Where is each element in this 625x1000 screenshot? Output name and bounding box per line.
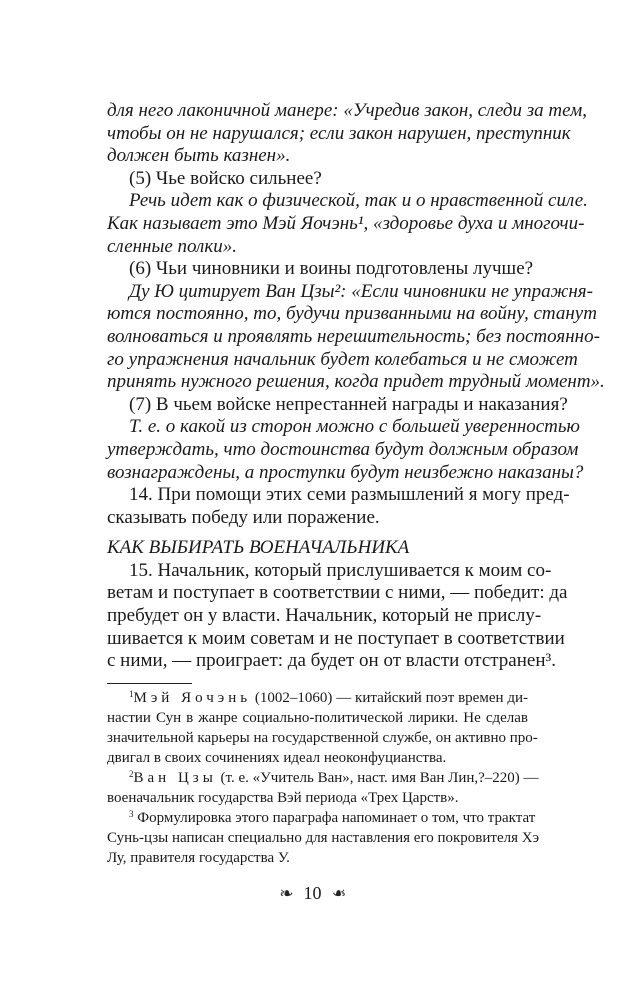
footnote-divider <box>107 683 192 684</box>
footnote-line: Сунь-цзы написан специально для наставления его покровителя Хэ <box>107 830 540 846</box>
text-line: Речь идет как о физической, так и о нравственной силе. <box>129 190 588 212</box>
footnote-line: Лу, правителя государства У. <box>107 850 290 866</box>
text-line: 15. Начальник, который прислушивается к моим со- <box>129 559 552 581</box>
ornament-left-icon: ❧ <box>279 884 294 904</box>
text-line: с ними, — проиграет: да будет он от власти отстранен³. <box>107 650 556 672</box>
text-line: (5) Чье войско сильнее? <box>129 167 322 189</box>
footnotes <box>107 688 540 868</box>
footnote-1: $^1$Мэй Яочэнь (1002–1060) — китайский поэт времен ди- <box>129 689 528 706</box>
text-line: Т. е. о какой из сторон можно с большей уверенностью <box>129 416 580 438</box>
footnote-line: двигал в своих сочинениях идеал неоконфуцианства. <box>107 750 447 766</box>
ornament-right-icon: ❧ <box>331 884 346 904</box>
text-line: вознаграждены, а проступки будут неизбежно наказаны? <box>107 461 584 483</box>
footnote-3: $^3$ Формулировка этого параграфа напоминает о том, что трактат <box>129 809 536 826</box>
text-line: принять нужного решения, когда придет трудный момент». <box>107 371 605 393</box>
text-line: Как называет это Мэй Яочэнь¹, «здоровье духа и многочи- <box>107 212 585 234</box>
footnote-name: Мэй Яочэнь <box>133 690 252 706</box>
text-line: должен быть казнен». <box>107 145 291 167</box>
text-line: (6) Чьи чиновники и воины подготовлены лучше? <box>129 258 534 280</box>
text-line: (7) В чьем войске непрестанней награды и наказания? <box>129 393 568 415</box>
text-line: волноваться и проявлять нерешительность; без постоянно- <box>107 325 600 347</box>
text-line: ются постоянно, то, будучи призванными на войну, станут <box>107 303 597 325</box>
section-heading: КАК ВЫБИРАТЬ ВОЕНАЧАЛЬНИКА <box>107 537 410 559</box>
footnote-2: $^2$Ван Цзы (т. е. «Учитель Ван», наст. имя Ван Лин,?–220) — <box>129 769 539 786</box>
text-line: ветам и поступает в соответствии с ними, — победит: да <box>107 582 568 604</box>
text-line: для него лаконичной манере: «Учредив закон, следи за тем, <box>107 100 587 121</box>
text-line: чтобы он не нарушался; если закон нарушен, преступник <box>107 122 571 144</box>
text-line: пребудет он у власти. Начальник, который не прислу- <box>107 605 542 627</box>
footnote-line: военачальник государства Вэй периода «Трех Царств». <box>107 790 459 806</box>
page-number: 10 <box>303 883 322 903</box>
footnote-line: настии Сун в жанре социально-политической лирики. Не сделав <box>107 710 528 726</box>
page-footer <box>0 882 625 905</box>
text-line: сленные полки». <box>107 235 237 257</box>
text-line: шивается к моим советам и не поступает в соответствии <box>107 627 565 649</box>
footnote-name: Ван Цзы <box>133 770 217 786</box>
footnote-line: значительной карьеры на государственной службе, он активно про- <box>107 730 538 746</box>
text-line: утверждать, что достоинства будут должным образом <box>107 438 579 460</box>
text-line: Ду Ю цитирует Ван Цзы²: «Если чиновники не упражня- <box>129 280 593 302</box>
main-text <box>107 100 605 673</box>
text-line: 14. При помощи этих семи размышлений я могу пред- <box>129 484 570 506</box>
text-line: сказывать победу или поражение. <box>107 506 380 528</box>
text-line: го упражнения начальник будет колебаться и не сможет <box>107 348 578 370</box>
